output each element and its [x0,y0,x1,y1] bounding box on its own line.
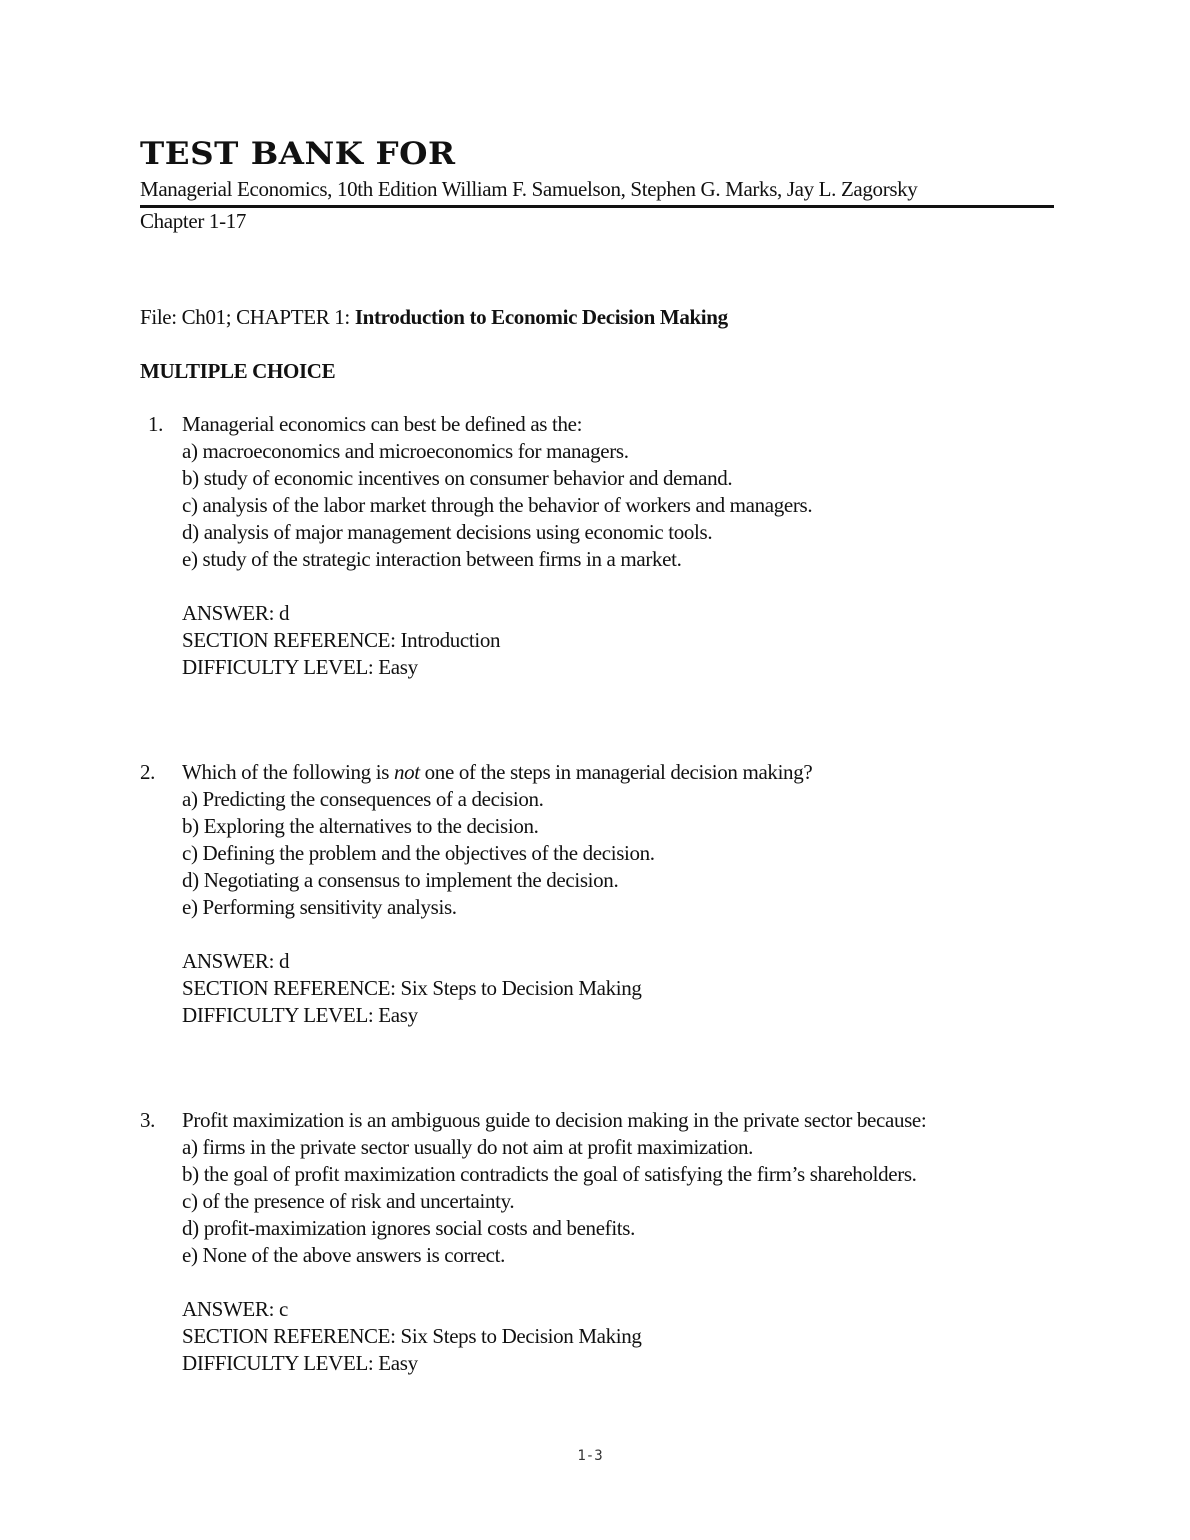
document-title: TEST BANK FOR [140,136,456,172]
chapter-title: Introduction to Economic Decision Making [354,305,728,329]
option-c: c) Defining the problem and the objectives of the decision. [182,841,655,865]
question-text-emphasis: not [393,760,420,784]
question-number: 1. [148,412,164,436]
option-e: e) Performing sensitivity analysis. [182,895,457,919]
option-d: d) analysis of major management decisions using economic tools. [182,520,713,544]
question-text-end: one of the steps in managerial decision making? [419,760,813,784]
answer: ANSWER: d [182,949,290,973]
answer: ANSWER: d [182,601,290,625]
option-c: c) of the presence of risk and uncertainty. [182,1189,515,1213]
option-e: e) study of the strategic interaction between firms in a market. [182,547,682,571]
question-number: 3. [140,1108,156,1132]
option-b: b) study of economic incentives on consumer behavior and demand. [182,466,733,490]
option-b: b) Exploring the alternatives to the decision. [182,814,539,838]
page-number: 1-3 [577,1448,603,1464]
chapter-range: Chapter 1-17 [140,209,247,233]
option-d: d) Negotiating a consensus to implement the decision. [182,868,619,892]
difficulty-level: DIFFICULTY LEVEL: Easy [182,1351,418,1375]
section-reference: SECTION REFERENCE: Six Steps to Decision Making [182,1324,642,1348]
file-prefix: File: Ch01; CHAPTER 1: [140,305,355,329]
option-e: e) None of the above answers is correct. [182,1243,506,1267]
difficulty-level: DIFFICULTY LEVEL: Easy [182,1003,418,1027]
question-text: Profit maximization is an ambiguous guide to decision making in the private sector because: [182,1108,927,1132]
section-reference: SECTION REFERENCE: Six Steps to Decision Making [182,976,642,1000]
section-heading: MULTIPLE CHOICE [140,359,336,383]
option-c: c) analysis of the labor market through the behavior of workers and managers. [182,493,813,517]
section-reference: SECTION REFERENCE: Introduction [182,628,501,652]
option-b: b) the goal of profit maximization contradicts the goal of satisfying the firm’s shareholders. [182,1162,917,1186]
option-d: d) profit-maximization ignores social costs and benefits. [182,1216,636,1240]
book-subtitle: Managerial Economics, 10th Edition William F. Samuelson, Stephen G. Marks, Jay L. Zagorsky [140,177,918,201]
question-number: 2. [140,760,156,784]
answer: ANSWER: c [182,1297,288,1321]
file-line [140,304,728,331]
question-text: Managerial economics can best be defined as the: [182,412,583,436]
question-text-start: Which of the following is [182,760,394,784]
option-a: a) Predicting the consequences of a decision. [182,787,544,811]
question-text [182,759,812,786]
option-a: a) macroeconomics and microeconomics for managers. [182,439,629,463]
difficulty-level: DIFFICULTY LEVEL: Easy [182,655,418,679]
option-a: a) firms in the private sector usually do not aim at profit maximization. [182,1135,754,1159]
header-rule [140,205,1054,208]
